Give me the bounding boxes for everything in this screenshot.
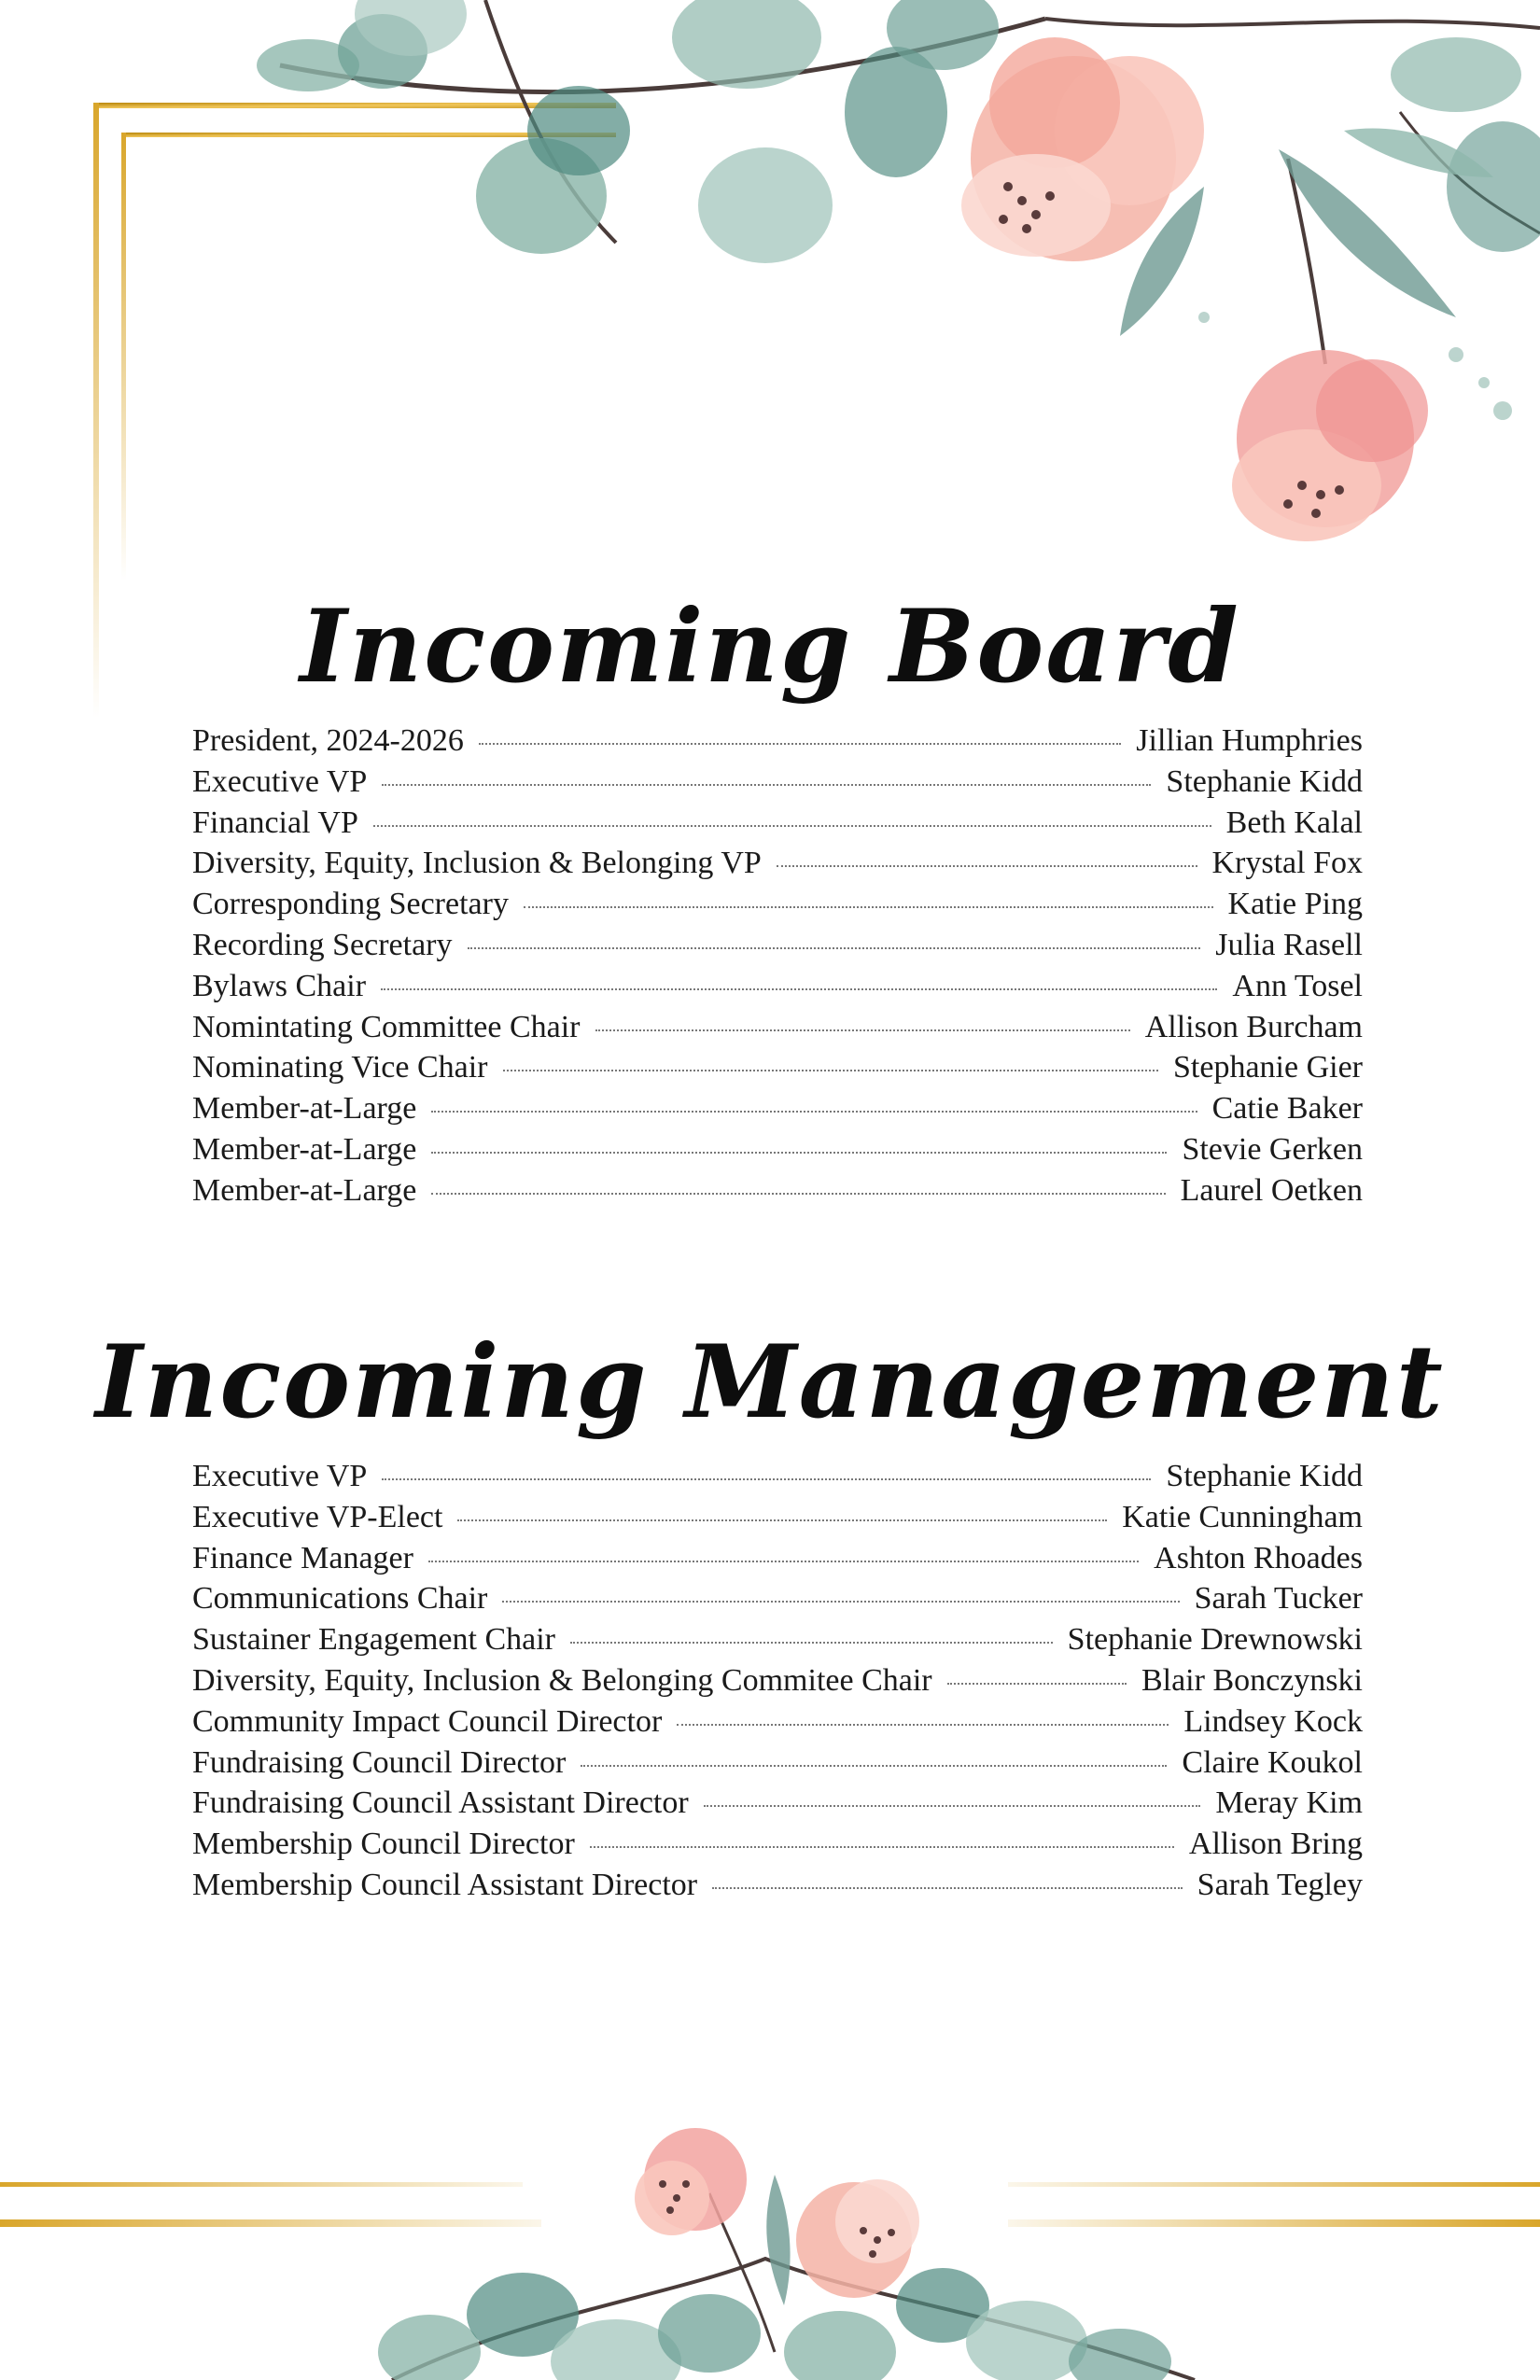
member-name: Catie Baker — [1211, 1091, 1363, 1127]
roster-row — [192, 1865, 1363, 1906]
dot-leader — [581, 1765, 1167, 1767]
management-title: Incoming Management — [95, 1323, 1445, 1441]
member-name: Ann Tosel — [1232, 968, 1363, 1003]
role-label: Nomintating Committee Chair — [192, 1009, 581, 1044]
roster-row — [192, 1824, 1363, 1865]
role-label: Membership Council Assistant Director — [192, 1867, 698, 1902]
role-label: Communications Chair — [192, 1581, 488, 1617]
roster-row — [192, 925, 1363, 966]
member-name: Sarah Tegley — [1197, 1867, 1363, 1902]
roster-row — [192, 884, 1363, 925]
member-name: Laurel Oetken — [1180, 1172, 1363, 1208]
member-name: Stephanie Kidd — [1166, 1459, 1363, 1493]
role-label: Recording Secretary — [192, 927, 453, 962]
member-name: Katie Cunningham — [1122, 1499, 1363, 1534]
roster-row — [192, 1578, 1363, 1619]
member-name: Beth Kalal — [1225, 805, 1363, 840]
dot-leader — [468, 947, 1201, 949]
dot-leader — [373, 825, 1211, 827]
dot-leader — [947, 1683, 1127, 1685]
role-label: Executive VP-Elect — [192, 1499, 443, 1534]
roster-row — [192, 762, 1363, 803]
roster-row — [192, 1743, 1363, 1784]
member-name: Claire Koukol — [1182, 1744, 1363, 1780]
member-name: Julia Rasell — [1215, 927, 1363, 962]
member-name: Blair Bonczynski — [1141, 1662, 1363, 1698]
dot-leader — [431, 1193, 1165, 1195]
member-name: Meray Kim — [1215, 1785, 1363, 1821]
roster-row — [192, 1619, 1363, 1660]
member-name: Sarah Tucker — [1194, 1581, 1363, 1617]
dot-leader — [382, 1478, 1151, 1480]
member-name: Lindsey Kock — [1183, 1703, 1363, 1739]
roster-row — [192, 1170, 1363, 1211]
roster-row — [192, 721, 1363, 762]
roster-row — [192, 1129, 1363, 1170]
role-label: Bylaws Chair — [192, 968, 367, 1003]
member-name: Krystal Fox — [1211, 846, 1363, 881]
dot-leader — [595, 1029, 1130, 1031]
roster-row — [192, 1783, 1363, 1824]
role-label: Finance Manager — [192, 1540, 413, 1575]
member-name: Allison Burcham — [1144, 1009, 1363, 1044]
roster-row — [192, 966, 1363, 1007]
member-name: Stephanie Drewnowski — [1067, 1622, 1363, 1658]
board-title: Incoming Board — [300, 588, 1240, 706]
roster-row — [192, 1497, 1363, 1538]
role-label: Corresponding Secretary — [192, 887, 509, 922]
dot-leader — [677, 1724, 1169, 1726]
roster-row — [192, 1007, 1363, 1048]
member-name: Stevie Gerken — [1182, 1131, 1363, 1167]
roster-row — [192, 1456, 1363, 1497]
roster-row — [192, 803, 1363, 844]
management-roster — [192, 1456, 1363, 1906]
member-name: Stephanie Kidd — [1166, 763, 1363, 799]
member-name: Ashton Rhoades — [1154, 1540, 1363, 1575]
dot-leader — [382, 784, 1151, 786]
dot-leader — [777, 865, 1197, 867]
role-label: Sustainer Engagement Chair — [192, 1622, 556, 1658]
bottom-floral-cluster — [378, 2128, 1195, 2380]
roster-row — [192, 1538, 1363, 1579]
roster-row — [192, 1660, 1363, 1701]
member-name: Katie Ping — [1227, 887, 1363, 922]
role-label: Fundraising Council Director — [192, 1744, 567, 1780]
role-label: Executive VP — [192, 763, 368, 799]
dot-leader — [479, 743, 1121, 745]
dot-leader — [704, 1805, 1201, 1807]
dot-leader — [590, 1846, 1174, 1848]
dot-leader — [381, 988, 1217, 990]
role-label: President, 2024-2026 — [192, 723, 464, 758]
board-roster — [192, 721, 1363, 1211]
role-label: Member-at-Large — [192, 1131, 417, 1167]
dot-leader — [428, 1561, 1139, 1562]
dot-leader — [570, 1642, 1053, 1644]
role-label: Member-at-Large — [192, 1172, 417, 1208]
member-name: Jillian Humphries — [1136, 723, 1363, 758]
role-label: Membership Council Director — [192, 1827, 575, 1862]
dot-leader — [524, 906, 1213, 908]
dot-leader — [431, 1111, 1197, 1113]
dot-leader — [712, 1887, 1183, 1889]
roster-row — [192, 843, 1363, 884]
top-floral-cluster — [257, 0, 1540, 541]
role-label: Fundraising Council Assistant Director — [192, 1785, 689, 1821]
role-label: Nominating Vice Chair — [192, 1050, 488, 1085]
dot-leader — [503, 1070, 1159, 1071]
role-label: Financial VP — [192, 805, 358, 840]
roster-row — [192, 1701, 1363, 1743]
roster-row — [192, 1088, 1363, 1129]
roster-row — [192, 1047, 1363, 1088]
role-label: Diversity, Equity, Inclusion & Belonging Commitee Chair — [192, 1662, 932, 1698]
dot-leader — [457, 1519, 1107, 1521]
role-label: Member-at-Large — [192, 1091, 417, 1127]
member-name: Allison Bring — [1188, 1827, 1363, 1862]
role-label: Diversity, Equity, Inclusion & Belonging VP — [192, 846, 762, 881]
dot-leader — [431, 1152, 1167, 1154]
member-name: Stephanie Gier — [1173, 1050, 1363, 1085]
dot-leader — [502, 1601, 1179, 1603]
role-label: Executive VP — [192, 1459, 368, 1493]
role-label: Community Impact Council Director — [192, 1703, 663, 1739]
